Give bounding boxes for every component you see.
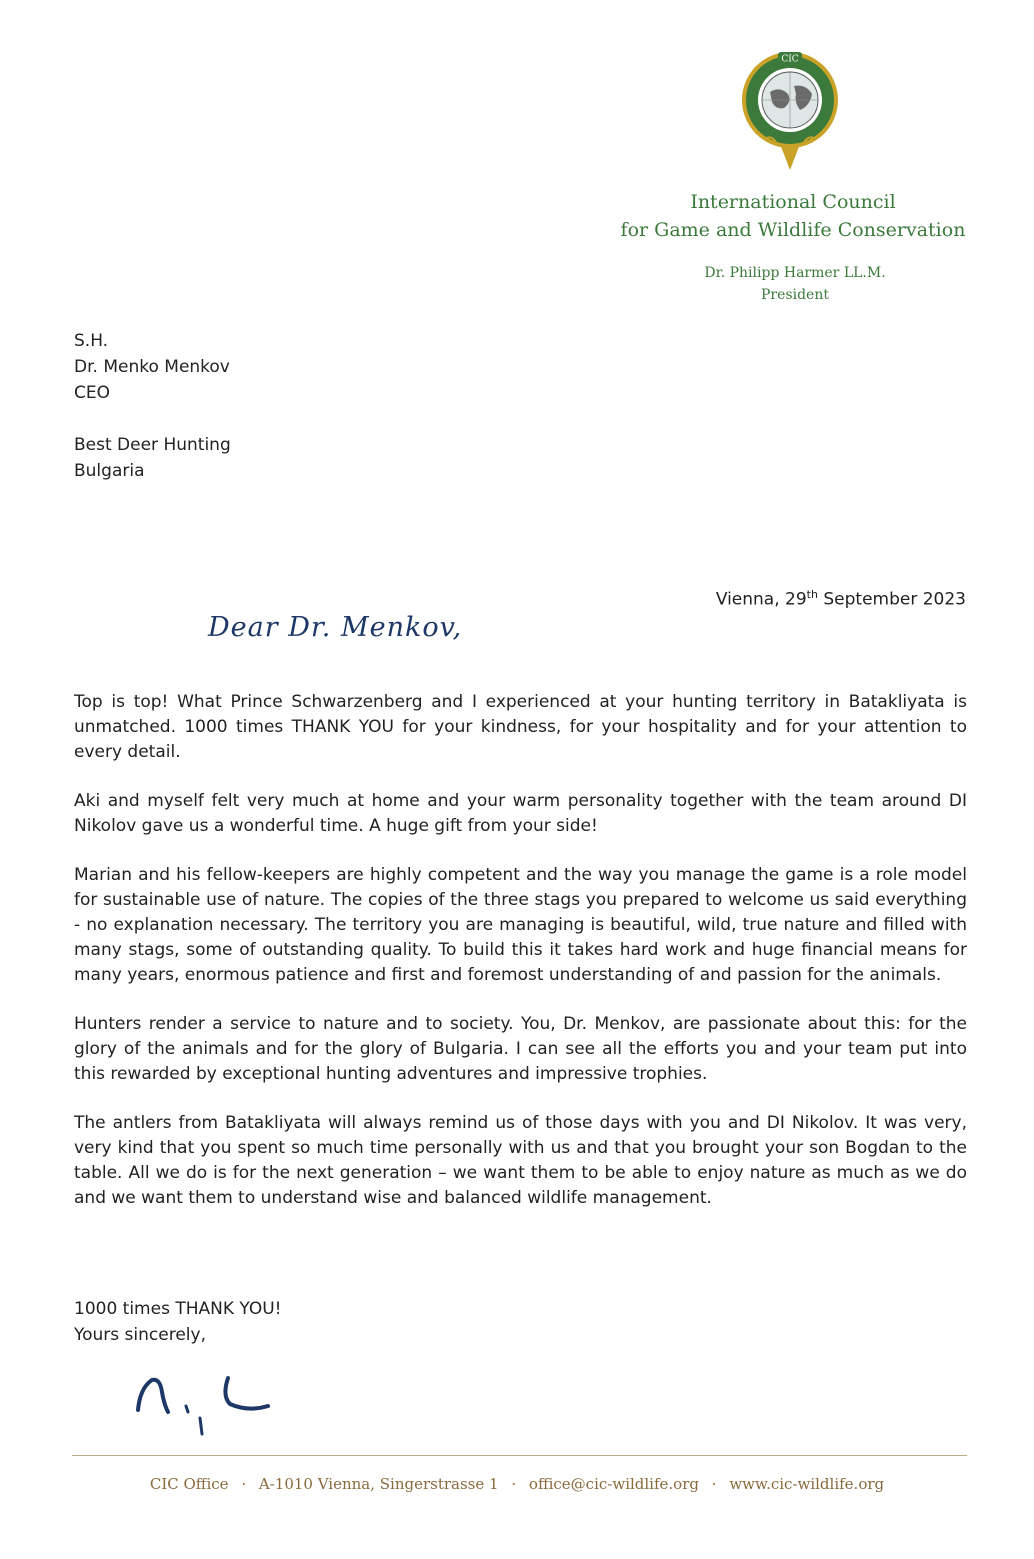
footer-email: office@cic-wildlife.org	[528, 1475, 699, 1493]
org-name-line1: International Council	[690, 191, 896, 213]
recipient-company: Best Deer Hunting	[74, 435, 231, 455]
org-name-line2: for Game and Wildlife Conservation	[620, 219, 966, 241]
handwritten-signature	[130, 1368, 280, 1448]
footer	[0, 1475, 1034, 1493]
footer-separator: ·	[711, 1475, 717, 1493]
body-paragraph: Aki and myself felt very much at home and your warm personality together with the team around DI Nikolov gave us a wonderful time. A huge gift from your side!	[74, 791, 967, 836]
recipient-title: CEO	[74, 383, 110, 403]
closing-thanks: 1000 times THANK YOU!	[74, 1299, 282, 1319]
cic-logo	[740, 50, 840, 175]
recipient-company-block	[74, 432, 231, 484]
handwritten-salutation: Dear Dr. Menkov,	[208, 612, 463, 643]
footer-office: CIC Office	[149, 1475, 229, 1493]
closing-sign-off: Yours sincerely,	[74, 1325, 206, 1345]
recipient-block	[74, 328, 230, 406]
letter-body	[74, 690, 967, 1235]
footer-address: A-1010 Vienna, Singerstrasse 1	[258, 1475, 499, 1493]
body-paragraph: Top is top! What Prince Schwarzenberg and I experienced at your hunting territory in Batakliyata is unmatched. 1000 times THANK YOU for your kindness, for your hospitality and for your attention to every detail.	[74, 692, 967, 762]
footer-website: www.cic-wildlife.org	[729, 1475, 885, 1493]
recipient-name: Dr. Menko Menkov	[74, 357, 230, 377]
body-paragraph: Hunters render a service to nature and to society. You, Dr. Menkov, are passionate about this: for the glory of the animals and for the glory of Bulgaria. I can see all the efforts you and your team put into this rewarded by exceptional hunting adventures and impressive trophies.	[74, 1014, 967, 1084]
closing-block	[74, 1296, 282, 1348]
body-paragraph: Marian and his fellow-keepers are highly competent and the way you manage the game is a role model for sustainable use of nature. The copies of the three stags you prepared to welcome us said everything - no explanation necessary. The territory you are managing is beautiful, wild, true nature and filled with many stags, some of outstanding quality. To build this it takes hard work and huge financial means for many years, enormous patience and first and foremost understanding of and passion for the animals.	[74, 865, 967, 985]
date-suffix: th	[806, 588, 818, 601]
footer-divider	[72, 1455, 967, 1456]
organization-name	[600, 188, 986, 244]
recipient-line1: S.H.	[74, 331, 109, 351]
date-prefix: Vienna, 29	[715, 589, 807, 610]
footer-separator: ·	[511, 1475, 517, 1493]
president-title: President	[761, 287, 829, 303]
sender-block	[660, 262, 930, 306]
letter-date	[716, 588, 966, 610]
body-paragraph: The antlers from Batakliyata will always remind us of those days with you and DI Nikolov. It was very, very kind that you spent so much time personally with us and that you brought your son Bogdan to the table. All we do is for the next generation – we want them to be able to enjoy nature as much as we do and we want them to understand wise and balanced wildlife management.	[74, 1113, 967, 1208]
logo-text: CIC	[781, 54, 799, 65]
recipient-country: Bulgaria	[74, 461, 145, 481]
date-rest: September 2023	[817, 589, 966, 610]
footer-separator: ·	[241, 1475, 247, 1493]
president-name: Dr. Philipp Harmer LL.M.	[704, 265, 886, 281]
